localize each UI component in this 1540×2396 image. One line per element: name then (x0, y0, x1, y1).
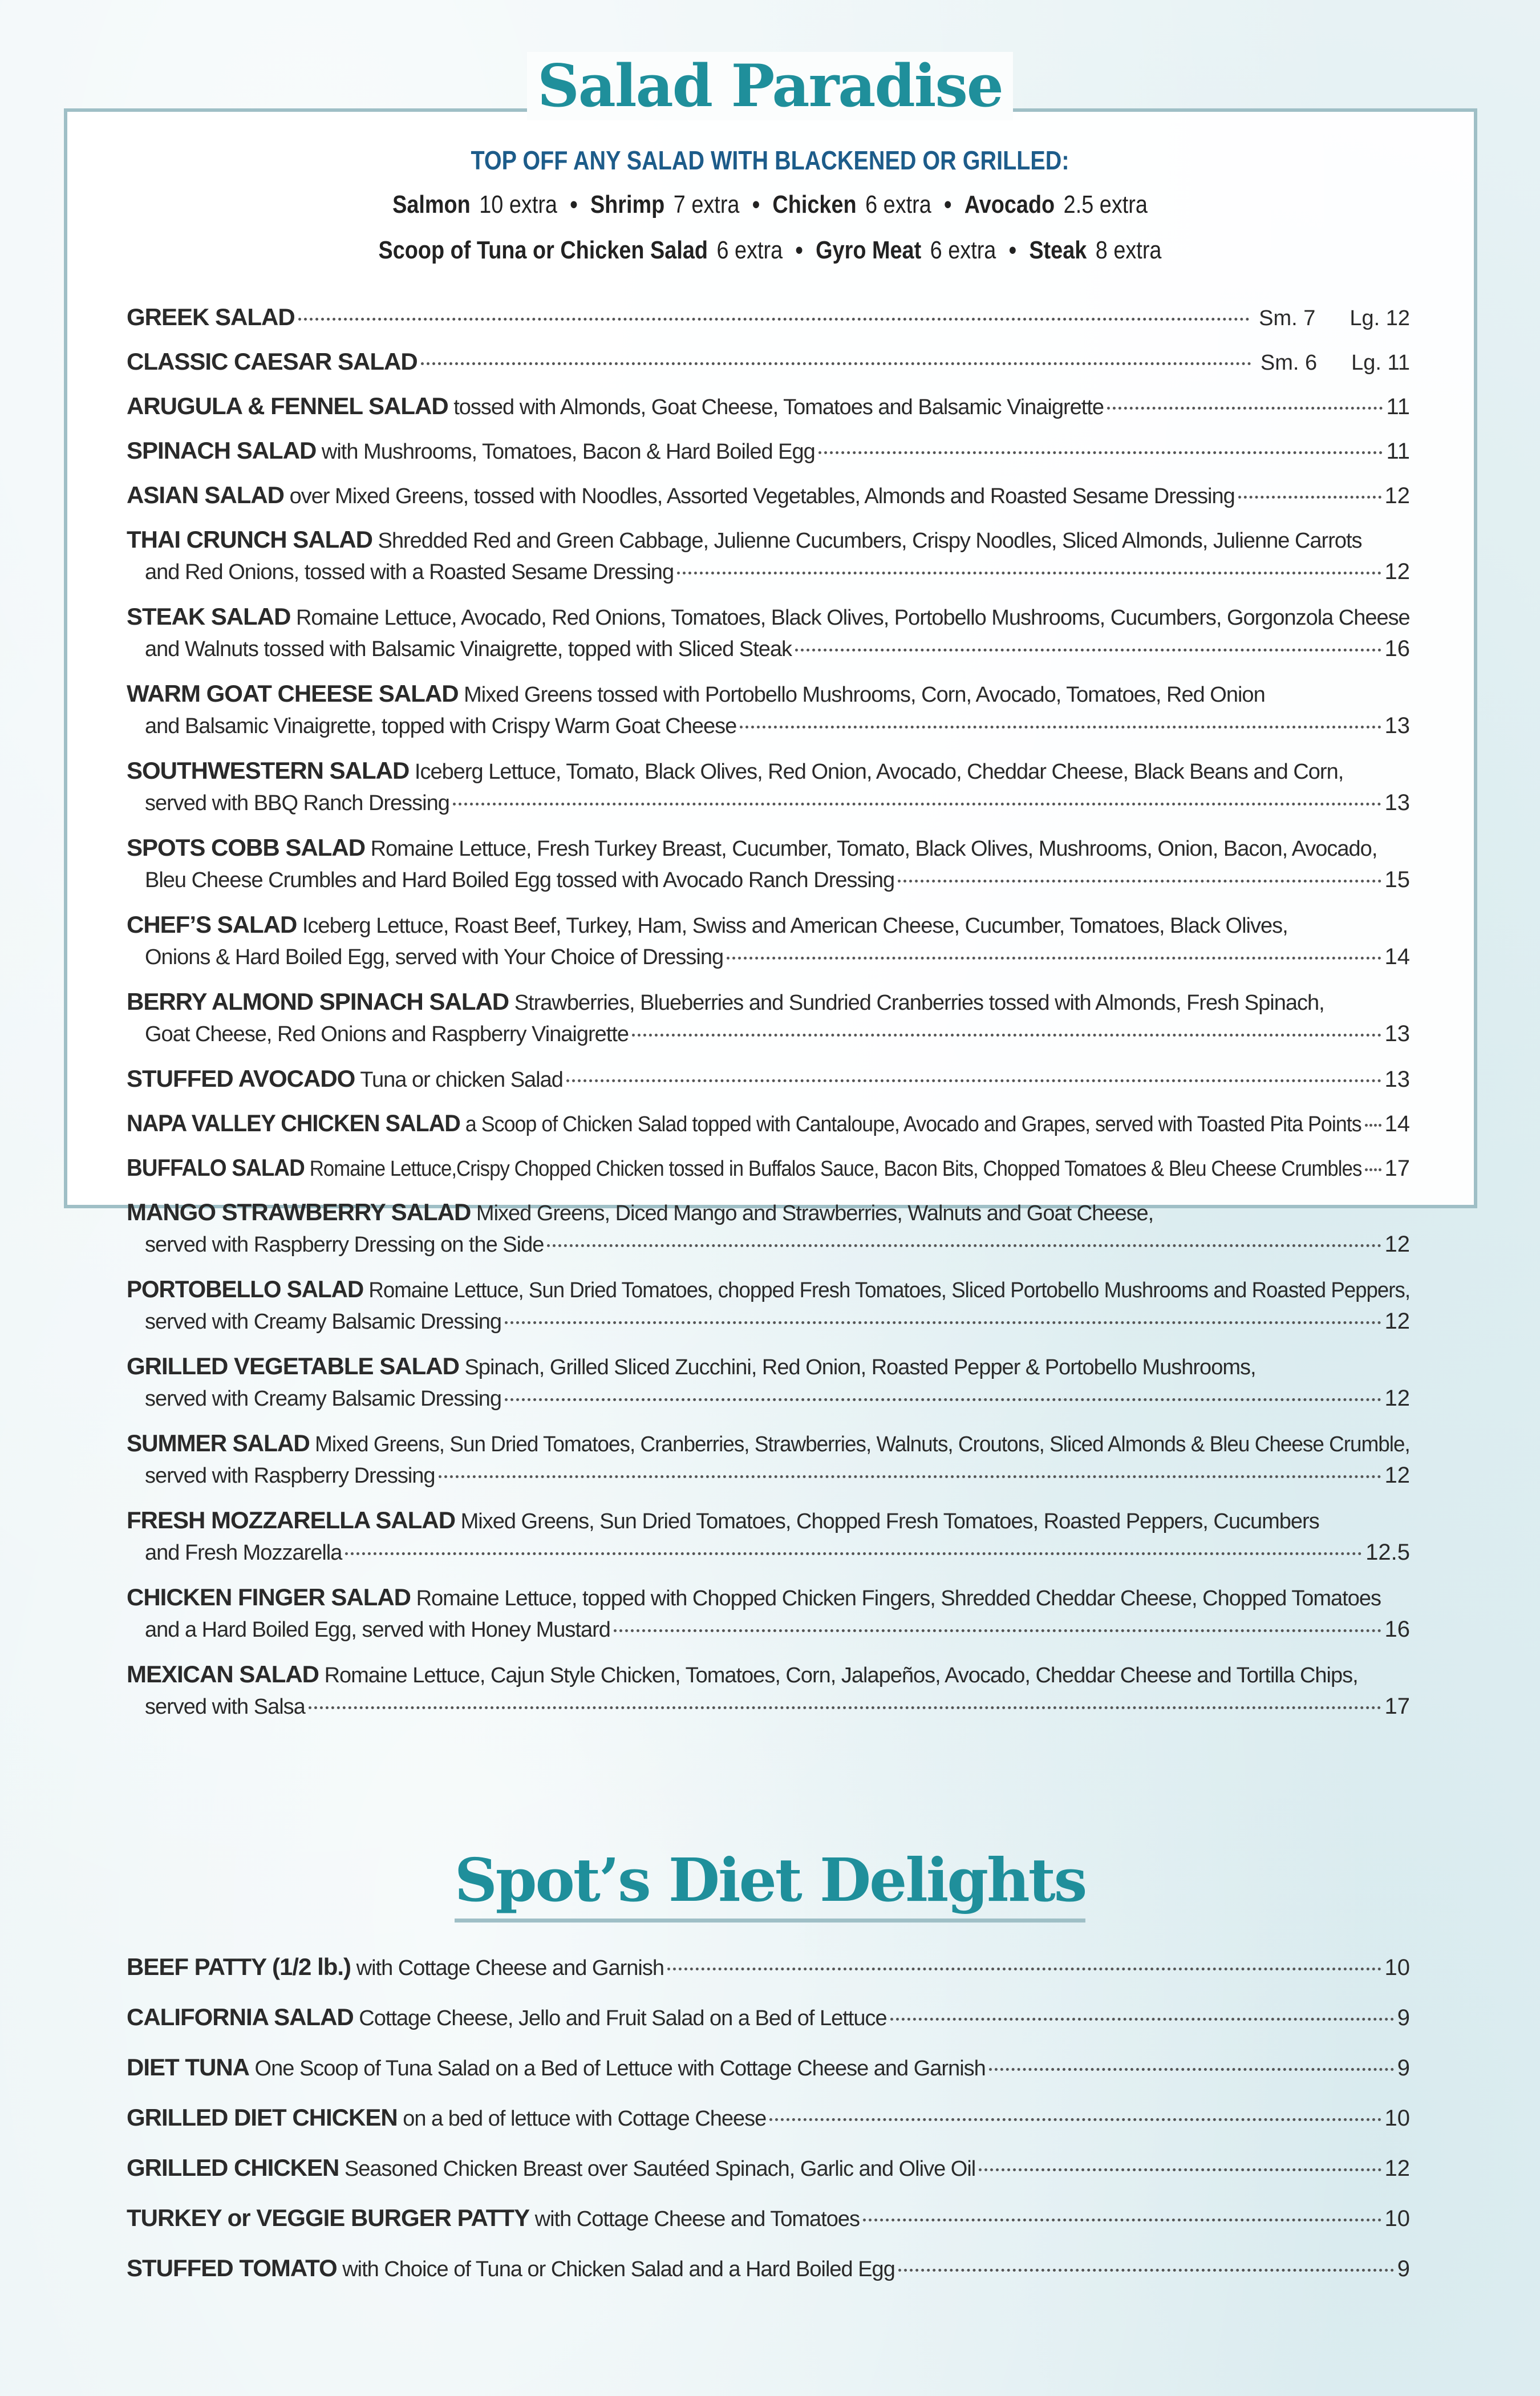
dot-leader (345, 1552, 1362, 1555)
dot-leader (818, 451, 1383, 454)
addons-line-1 (108, 191, 1432, 219)
menu-item (127, 1350, 1410, 1414)
menu-item-text (127, 435, 815, 468)
menu-item-text (127, 1382, 501, 1415)
menu-item (127, 1152, 1410, 1184)
menu-item-description-continued: and a Hard Boiled Egg, served with Honey Mustard (145, 1618, 610, 1642)
menu-item-description: Romaine Lettuce, Sun Dried Tomatoes, chopped Fresh Tomatoes, Sliced Portobello Mushrooms and Roasted Peppers, (363, 1278, 1411, 1302)
dot-leader (979, 2168, 1381, 2171)
menu-item-description: Spinach, Grilled Sliced Zucchini, Red Onion, Roasted Pepper & Portobello Mushrooms, (459, 1355, 1256, 1379)
menu-item (127, 1658, 1410, 1722)
menu-item (127, 435, 1410, 467)
menu-item-row-continued (127, 710, 1410, 742)
addons-line-2 (108, 236, 1432, 265)
menu-item-description: Seasoned Chicken Breast over Sautéed Spinach, Garlic and Olive Oil (339, 2157, 976, 2181)
menu-item-description: with Choice of Tuna or Chicken Salad and a Hard Boiled Egg (337, 2257, 895, 2281)
menu-item-name: CHEF’S SALAD (127, 911, 297, 938)
menu-item-text (127, 1273, 1411, 1306)
menu-item-description-continued: and Fresh Mozzarella (145, 1541, 342, 1565)
menu-item-text (127, 864, 894, 896)
menu-item-row (127, 1581, 1410, 1613)
dot-leader (1107, 407, 1383, 410)
menu-item-description-continued: and Red Onions, tossed with a Roasted Sesame Dressing (145, 560, 674, 584)
menu-item-row (127, 1350, 1410, 1382)
menu-item-name: DIET TUNA (127, 2054, 249, 2081)
menu-item-description: Mixed Greens, Sun Dried Tomatoes, Chopped Fresh Tomatoes, Roasted Peppers, Cucumbers (455, 1509, 1319, 1533)
menu-item-row-continued (127, 1382, 1410, 1414)
menu-item-row (127, 909, 1410, 941)
menu-item-description: Mixed Greens, Diced Mango and Strawberries, Walnuts and Goat Cheese, (471, 1201, 1154, 1225)
menu-item-row (127, 346, 1410, 378)
menu-item-row (127, 832, 1410, 864)
addon-name: Steak (1029, 236, 1087, 264)
menu-item (127, 2102, 1410, 2134)
dot-leader (898, 880, 1381, 883)
menu-item-text (127, 556, 674, 588)
menu-item-name: CLASSIC CAESAR SALAD (127, 348, 418, 375)
menu-item-text (127, 1228, 544, 1261)
menu-item-row-continued (127, 787, 1410, 819)
menu-item-text (127, 346, 418, 378)
menu-item-price: 10 (1384, 2106, 1410, 2131)
menu-item-text (127, 390, 1104, 423)
menu-item-price: 13 (1384, 790, 1410, 815)
menu-item-name: THAI CRUNCH SALAD (127, 526, 372, 553)
menu-item-name: STEAK SALAD (127, 603, 291, 630)
dot-leader (632, 1034, 1381, 1037)
menu-item-description: Romaine Lettuce,Crispy Chopped Chicken tossed in Buffalos Sauce, Bacon Bits, Chopped Tomatoes & Bleu Cheese Crumbles (304, 1157, 1362, 1181)
menu-item-row-continued (127, 1305, 1410, 1337)
menu-item-description: over Mixed Greens, tossed with Noodles, Assorted Vegetables, Almonds and Roasted Sesame Dressing (284, 484, 1235, 508)
addon-name: Chicken (772, 191, 857, 218)
addon-price: 2.5 extra (1063, 191, 1148, 218)
menu-item-row (127, 301, 1410, 333)
menu-item-price: 14 (1384, 944, 1410, 969)
menu-item-description: Iceberg Lettuce, Roast Beef, Turkey, Ham, Swiss and American Cheese, Cucumber, Tomatoes, Black Olives, (297, 914, 1288, 938)
menu-item-text (127, 1951, 664, 1984)
menu-item (127, 2051, 1410, 2083)
menu-item (127, 986, 1410, 1050)
menu-item-row (127, 1504, 1410, 1536)
menu-item-price: 13 (1384, 1067, 1410, 1092)
menu-item-row (127, 986, 1410, 1018)
menu-item-price: 9 (1397, 2256, 1410, 2281)
menu-item (127, 479, 1410, 511)
menu-item (127, 601, 1410, 665)
menu-item-text (127, 787, 449, 819)
menu-item (127, 524, 1410, 588)
dot-leader (740, 726, 1381, 728)
dot-leader (863, 2219, 1381, 2221)
menu-item (127, 1196, 1410, 1260)
menu-item-name: NAPA VALLEY CHICKEN SALAD (127, 1110, 460, 1136)
dot-leader (1365, 1168, 1381, 1171)
menu-item-name: SOUTHWESTERN SALAD (127, 757, 410, 784)
menu-item-price: 12 (1384, 1386, 1410, 1411)
menu-item (127, 909, 1410, 973)
menu-item (127, 1107, 1410, 1139)
menu-item-price: 11 (1386, 439, 1410, 464)
menu-item (127, 2202, 1410, 2234)
menu-item-row-continued (127, 941, 1410, 973)
menu-item-description: Mixed Greens, Sun Dried Tomatoes, Cranberries, Strawberries, Walnuts, Croutons, Sliced Almonds & Bleu Cheese Crumble, (309, 1432, 1410, 1456)
menu-item-row-continued (127, 1536, 1410, 1568)
menu-item-name: STUFFED AVOCADO (127, 1065, 355, 1092)
menu-item-text (127, 941, 723, 973)
menu-item-row (127, 1107, 1410, 1139)
menu-item-row (127, 1063, 1410, 1095)
menu-item (127, 1504, 1410, 1568)
menu-item-description-continued: and Balsamic Vinaigrette, topped with Crispy Warm Goat Cheese (145, 714, 737, 738)
menu-item-name: BUFFALO SALAD (127, 1154, 305, 1181)
menu-item-text (127, 2252, 895, 2285)
dot-leader (667, 1968, 1381, 1970)
large-price: Lg. 11 (1351, 351, 1410, 375)
menu-item-name: FRESH MOZZARELLA SALAD (127, 1507, 456, 1533)
menu-item-row-continued (127, 1690, 1410, 1722)
addon-name: Salmon (392, 191, 471, 218)
dot-leader (727, 957, 1381, 960)
menu-item-description: Mixed Greens tossed with Portobello Mushrooms, Corn, Avocado, Tomatoes, Red Onion (458, 683, 1265, 707)
menu-item-text (127, 2051, 986, 2085)
menu-item-price: 10 (1384, 2206, 1410, 2231)
addon-price: 6 extra (865, 191, 931, 218)
dot-leader (769, 2118, 1381, 2121)
menu-item-description-continued: served with Raspberry Dressing (145, 1464, 435, 1488)
bullet-separator: • (944, 191, 952, 218)
menu-item-price: 12 (1384, 1309, 1410, 1334)
menu-item (127, 346, 1410, 378)
menu-item-description-continued: served with Salsa (145, 1695, 305, 1719)
menu-item-price: 9 (1397, 2005, 1410, 2030)
menu-item-row (127, 1658, 1410, 1690)
menu-item-name: BERRY ALMOND SPINACH SALAD (127, 988, 509, 1015)
menu-item (127, 1581, 1410, 1645)
menu-item-price: 12.5 (1365, 1540, 1410, 1565)
menu-item-name: CHICKEN FINGER SALAD (127, 1584, 411, 1610)
menu-item (127, 1273, 1410, 1337)
menu-item-text (127, 1018, 629, 1050)
menu-item-description: Shredded Red and Green Cabbage, Julienne Cucumbers, Crispy Noodles, Sliced Almonds, Julienne Carrots (372, 529, 1362, 553)
menu-item-text (127, 1427, 1410, 1460)
menu-item-description: Strawberries, Blueberries and Sundried Cranberries tossed with Almonds, Fresh Spinach, (509, 991, 1324, 1015)
menu-item-description: with Cottage Cheese and Garnish (351, 1956, 664, 1980)
bullet-separator: • (752, 191, 760, 218)
dot-leader (795, 649, 1381, 651)
menu-item (127, 2001, 1410, 2033)
menu-item-description-continued: served with Creamy Balsamic Dressing (145, 1387, 501, 1411)
menu-item-text (127, 1504, 1319, 1537)
menu-item-description: One Scoop of Tuna Salad on a Bed of Lettuce with Cottage Cheese and Garnish (249, 2057, 986, 2081)
menu-item-row (127, 2051, 1410, 2083)
menu-item-name: GRILLED VEGETABLE SALAD (127, 1353, 459, 1379)
menu-item-text (127, 832, 1377, 865)
menu-item-row (127, 678, 1410, 710)
menu-item-description-continued: served with BBQ Ranch Dressing (145, 791, 449, 815)
menu-item-name: SPINACH SALAD (127, 437, 317, 464)
size-prices (1253, 302, 1410, 334)
menu-item-row-continued (127, 864, 1410, 896)
menu-item-description: Cottage Cheese, Jello and Fruit Salad on a Bed of Lettuce (353, 2006, 887, 2030)
menu-item-row-continued (127, 1459, 1410, 1491)
menu-item-description-continued: Goat Cheese, Red Onions and Raspberry Vinaigrette (145, 1022, 629, 1046)
menu-item (127, 301, 1410, 333)
addon-price: 7 extra (673, 191, 740, 218)
menu-item-description-continued: served with Creamy Balsamic Dressing (145, 1310, 501, 1334)
menu-item (127, 1063, 1410, 1095)
menu-item-description-continued: served with Raspberry Dressing on the Side (145, 1233, 544, 1257)
menu-item-price: 17 (1384, 1156, 1410, 1181)
menu-item-description-continued: Bleu Cheese Crumbles and Hard Boiled Egg tossed with Avocado Ranch Dressing (145, 868, 895, 892)
dot-leader (298, 318, 1250, 321)
salad-section-title: Salad Paradise (0, 57, 1540, 115)
menu-item-text (127, 633, 792, 665)
large-price: Lg. 12 (1349, 306, 1410, 330)
menu-item-row (127, 1273, 1410, 1305)
menu-item-row-continued (127, 633, 1410, 665)
menu-item-name: WARM GOAT CHEESE SALAD (127, 680, 459, 707)
menu-item-text (127, 1613, 610, 1646)
menu-item-description: with Mushrooms, Tomatoes, Bacon & Hard Boiled Egg (316, 440, 815, 464)
dot-leader (453, 803, 1381, 806)
menu-item (127, 755, 1410, 819)
menu-item (127, 390, 1410, 422)
menu-item-text (127, 1305, 501, 1338)
dot-leader (421, 362, 1251, 365)
menu-item-row (127, 524, 1410, 556)
menu-item-name: ARUGULA & FENNEL SALAD (127, 392, 448, 419)
menu-item-row (127, 2102, 1410, 2134)
menu-item-text (127, 301, 295, 334)
small-price: Sm. 6 (1260, 351, 1318, 375)
menu-item-description: tossed with Almonds, Goat Cheese, Tomatoes and Balsamic Vinaigrette (448, 395, 1104, 419)
dot-leader (505, 1398, 1381, 1401)
menu-item-text (127, 909, 1288, 942)
menu-item-text (127, 678, 1265, 711)
menu-item (127, 1951, 1410, 1983)
menu-item-name: SPOTS COBB SALAD (127, 834, 366, 861)
menu-item-text (127, 479, 1235, 512)
menu-item-name: GREEK SALAD (127, 303, 295, 330)
menu-item-price: 12 (1384, 483, 1410, 508)
menu-item-text (127, 1581, 1381, 1614)
menu-item-text (127, 524, 1362, 557)
dot-leader (566, 1079, 1381, 1082)
addon-price: 6 extra (716, 236, 783, 264)
menu-item-name: TURKEY or VEGGIE BURGER PATTY (127, 2204, 530, 2231)
bullet-separator: • (1008, 236, 1016, 264)
menu-item-name: BEEF PATTY (1/2 lb.) (127, 1953, 351, 1980)
menu-item-text (127, 1459, 435, 1492)
menu-item-description: on a bed of lettuce with Cottage Cheese (397, 2107, 767, 2131)
menu-item-row (127, 2001, 1410, 2033)
menu-item-price: 12 (1384, 2156, 1410, 2181)
menu-item-row-continued (127, 1018, 1410, 1050)
menu-item (127, 1427, 1410, 1491)
dot-leader (439, 1475, 1381, 1478)
addon-name: Shrimp (590, 191, 665, 218)
menu-item-price: 17 (1384, 1694, 1410, 1719)
menu-item-row (127, 2202, 1410, 2234)
menu-item-name: PORTOBELLO SALAD (127, 1276, 364, 1302)
menu-item-row-continued (127, 1228, 1410, 1260)
dot-leader (309, 1706, 1381, 1709)
menu-item-description: with Cottage Cheese and Tomatoes (529, 2207, 860, 2231)
menu-item-description: Romaine Lettuce, topped with Chopped Chicken Fingers, Shredded Cheddar Cheese, Chopped Tomatoes (411, 1586, 1381, 1610)
menu-item-text (127, 1107, 1361, 1140)
small-price: Sm. 7 (1259, 306, 1316, 330)
dot-leader (614, 1629, 1381, 1632)
menu-item-price: 15 (1384, 867, 1410, 892)
menu-item-row (127, 755, 1410, 787)
menu-item-description: Romaine Lettuce, Cajun Style Chicken, Tomatoes, Corn, Jalapeños, Avocado, Cheddar Cheese and Tortilla Chips, (319, 1664, 1358, 1687)
bullet-separator: • (795, 236, 803, 264)
menu-item-row (127, 1427, 1410, 1459)
dot-leader (898, 2269, 1394, 2272)
menu-item-text (127, 755, 1343, 788)
menu-item-price: 13 (1384, 1021, 1410, 1046)
menu-item-text (127, 2202, 860, 2235)
menu-item-name: MEXICAN SALAD (127, 1661, 319, 1687)
menu-item-text (127, 2102, 766, 2135)
menu-item-description: Iceberg Lettuce, Tomato, Black Olives, Red Onion, Avocado, Cheddar Cheese, Black Beans and Corn, (409, 760, 1344, 784)
menu-item-description-continued: Onions & Hard Boiled Egg, served with Your Choice of Dressing (145, 945, 724, 969)
menu-item-description: Tuna or chicken Salad (355, 1068, 563, 1092)
dot-leader (1238, 496, 1381, 499)
menu-item-price: 13 (1384, 713, 1410, 738)
dot-leader (989, 2068, 1394, 2071)
menu-item (127, 678, 1410, 742)
menu-item-price: 10 (1384, 1955, 1410, 1980)
addons-subhead: TOP OFF ANY SALAD WITH BLACKENED OR GRILLED: (471, 145, 1069, 175)
menu-item-text (127, 1063, 563, 1096)
menu-item-text (127, 1690, 305, 1723)
menu-item-text (127, 2152, 975, 2185)
addon-name: Avocado (964, 191, 1055, 218)
menu-item (127, 832, 1410, 896)
menu-item-row (127, 601, 1410, 633)
diet-section-title: Spot’s Diet Delights (0, 1851, 1540, 1910)
menu-item-text (127, 1536, 342, 1569)
menu-item (127, 2152, 1410, 2184)
menu-item-text (127, 1152, 1362, 1185)
menu-item-name: GRILLED DIET CHICKEN (127, 2104, 398, 2131)
menu-item-text (127, 1350, 1256, 1383)
menu-item-price: 11 (1386, 394, 1410, 419)
bullet-separator: • (570, 191, 578, 218)
menu-item-row (127, 435, 1410, 467)
menu-item-price: 9 (1397, 2055, 1410, 2081)
menu-item-name: GRILLED CHICKEN (127, 2154, 339, 2181)
menu-item-row (127, 2152, 1410, 2184)
menu-item-row (127, 1152, 1410, 1184)
dot-leader (677, 572, 1381, 574)
menu-item (127, 2252, 1410, 2284)
menu-item-row (127, 1951, 1410, 1983)
menu-item-text (127, 1658, 1358, 1691)
menu-item-description: a Scoop of Chicken Salad topped with Cantaloupe, Avocado and Grapes, served with Toasted Pita Points (460, 1112, 1361, 1136)
menu-item-text (127, 710, 736, 742)
menu-item-name: SUMMER SALAD (127, 1430, 310, 1456)
menu-item-row (127, 479, 1410, 511)
menu-item-price: 12 (1384, 1463, 1410, 1488)
menu-item-text (127, 2001, 887, 2034)
addon-price: 8 extra (1095, 236, 1162, 264)
menu-item-name: STUFFED TOMATO (127, 2255, 337, 2281)
addon-price: 10 extra (479, 191, 557, 218)
menu-item-description: Romaine Lettuce, Avocado, Red Onions, Tomatoes, Black Olives, Portobello Mushrooms, Cucumbers, Gorgonzola Cheese (290, 606, 1410, 630)
menu-item-text (127, 1196, 1153, 1229)
menu-item-price: 12 (1384, 559, 1410, 584)
menu-item-name: ASIAN SALAD (127, 481, 285, 508)
dot-leader (505, 1321, 1381, 1324)
menu-item-price: 12 (1384, 1232, 1410, 1257)
addon-name: Gyro Meat (816, 236, 922, 264)
menu-item-description: Romaine Lettuce, Fresh Turkey Breast, Cucumber, Tomato, Black Olives, Mushrooms, Onion, Bacon, Avocado, (365, 837, 1377, 861)
menu-item-text (127, 986, 1324, 1019)
menu-item-row (127, 1196, 1410, 1228)
menu-item-row-continued (127, 556, 1410, 588)
menu-item-row-continued (127, 1613, 1410, 1645)
dot-leader (547, 1244, 1381, 1247)
menu-item-price: 16 (1384, 636, 1410, 661)
menu-item-row (127, 390, 1410, 422)
addon-name: Scoop of Tuna or Chicken Salad (378, 236, 708, 264)
menu-item-row (127, 2252, 1410, 2284)
menu-item-name: CALIFORNIA SALAD (127, 2004, 354, 2030)
menu-item-price: 14 (1384, 1111, 1410, 1136)
size-prices (1255, 347, 1410, 379)
menu-item-name: MANGO STRAWBERRY SALAD (127, 1199, 471, 1225)
menu-item-text (127, 601, 1409, 634)
dot-leader (1365, 1124, 1381, 1127)
menu-item-price: 16 (1384, 1617, 1410, 1642)
addon-price: 6 extra (930, 236, 996, 264)
dot-leader (890, 2018, 1394, 2021)
menu-item-description-continued: and Walnuts tossed with Balsamic Vinaigrette, topped with Sliced Steak (145, 637, 792, 661)
